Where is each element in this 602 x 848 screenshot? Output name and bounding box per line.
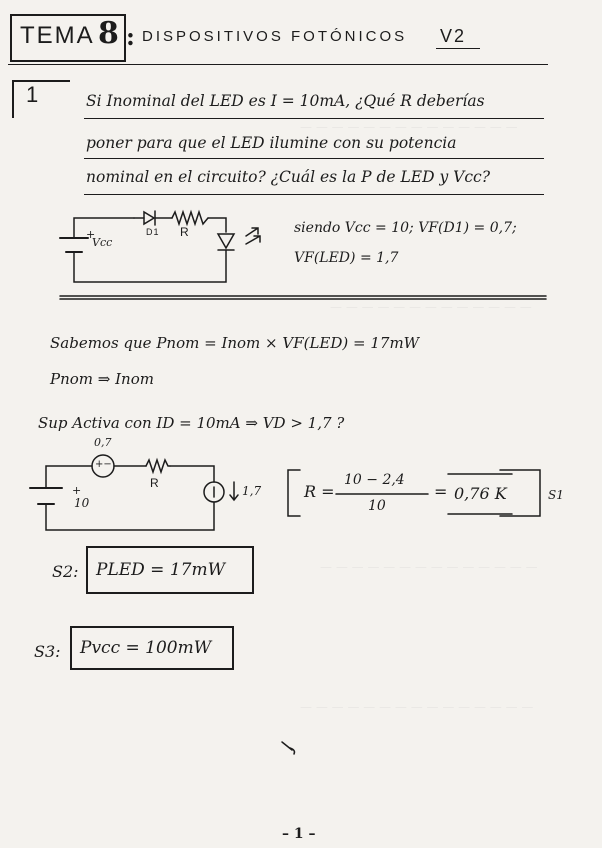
result-r-numerator: 10 − 2,4 — [344, 472, 405, 488]
question-line-1: Si Inominal del LED es I = 10mA, ¿Qué R deberías — [86, 92, 485, 110]
result-r-tag: S1 — [548, 488, 564, 502]
note-line-1: Sabemos que Pnom = Inom × VF(LED) = 17mW — [50, 334, 420, 352]
result-r-equals: = — [434, 482, 448, 501]
tema-number: 8 — [98, 16, 119, 51]
header-subject: DISPOSITIVOS FOTÓNICOS — [142, 28, 408, 45]
circuit1-plus: + — [86, 228, 96, 241]
bleed-through-texture: — — — — — — — — — — — — — — — [300, 120, 518, 134]
header-colon: : — [126, 22, 135, 51]
s3-label: S3: — [34, 642, 61, 661]
circuit2-plus: + — [72, 484, 82, 497]
bleed-through-texture: — — — — — — — — — — — — — — — — [300, 700, 534, 714]
result-r-value: 0,76 K — [454, 484, 507, 503]
circuit1-vcc-label: Vcc — [92, 236, 113, 249]
circuit2-led-voltage: 1,7 — [242, 484, 262, 498]
page-number: – 1 – — [282, 826, 316, 842]
problem-number-box — [12, 80, 70, 118]
tema-label: TEMA — [20, 22, 95, 49]
question-underline-1 — [84, 118, 544, 119]
question-underline-2 — [84, 158, 544, 159]
note-line-2: Pnom ⇒ Inom — [50, 370, 154, 388]
s2-answer: PLED = 17mW — [96, 560, 226, 580]
circuit1-d1-label: D1 — [146, 227, 160, 237]
circuit1-r-label: R — [180, 225, 191, 239]
s3-answer: Pvcc = 100mW — [80, 638, 212, 658]
problem-number: 1 — [26, 82, 41, 107]
question-underline-3 — [84, 194, 544, 195]
circuit2-diode-voltage: 0,7 — [94, 436, 112, 449]
result-r-denominator: 10 — [368, 498, 386, 514]
s2-label: S2: — [52, 562, 79, 581]
bleed-through-texture: — — — — — — — — — — — — — — [330, 300, 532, 314]
note-line-3: Sup Activa con ID = 10mA ⇒ VD > 1,7 ? — [38, 414, 345, 432]
question-line-3: nominal en el circuito? ¿Cuál es la P de LED y Vcc? — [86, 168, 491, 186]
circuit2-source-value: 10 — [74, 496, 90, 510]
given-line-1: siendo Vcc = 10; VF(D1) = 0,7; — [294, 220, 517, 236]
bleed-through-texture: — — — — — — — — — — — — — — — [320, 560, 538, 574]
result-r-lhs: R = — [304, 482, 335, 501]
header-version: V2 — [440, 26, 467, 46]
version-underline — [436, 48, 480, 49]
header-rule — [8, 64, 548, 65]
circuit2-source-mark: +− — [95, 459, 112, 470]
circuit2-r-label: R — [150, 476, 161, 490]
given-line-2: VF(LED) = 1,7 — [294, 250, 399, 266]
question-line-2: poner para que el LED ilumine con su potencia — [86, 134, 457, 152]
